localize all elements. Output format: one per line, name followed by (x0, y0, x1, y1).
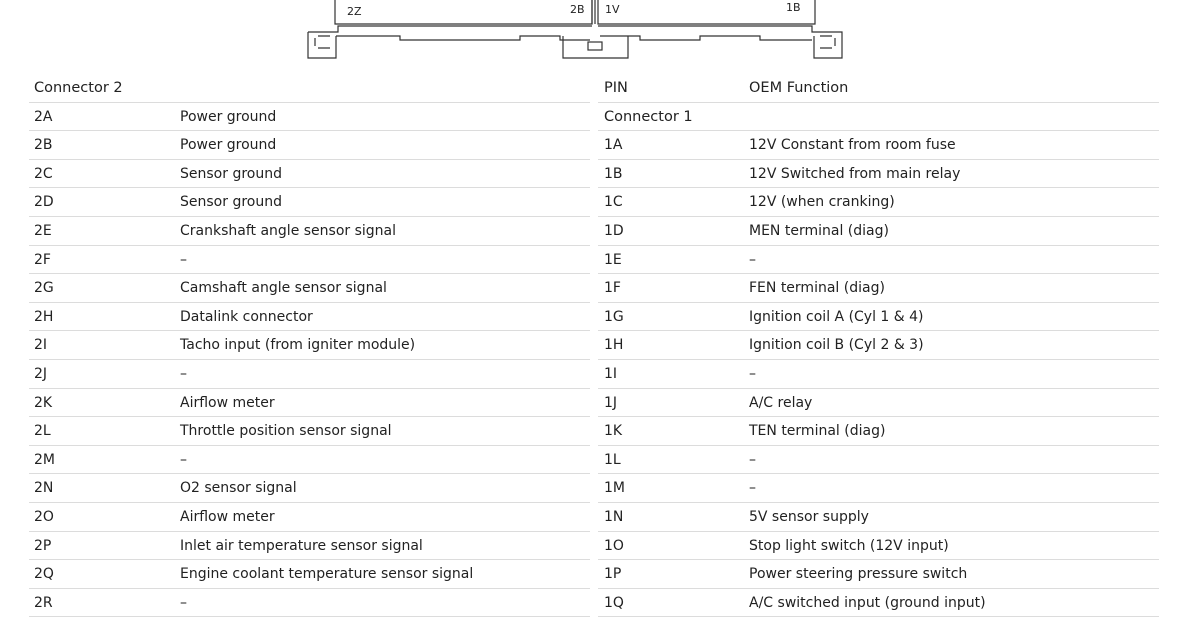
pin-cell: 1G (604, 308, 624, 325)
table-row (598, 474, 1159, 503)
diagram-label-2b: 2B (570, 3, 585, 16)
pin-cell: 1K (604, 423, 623, 440)
table-row (29, 589, 590, 618)
table-row (598, 503, 1159, 532)
function-cell: FEN terminal (diag) (749, 280, 885, 297)
pin-cell: 1N (604, 508, 624, 525)
function-cell: Ignition coil B (Cyl 2 & 3) (749, 337, 924, 354)
function-cell: Airflow meter (180, 508, 275, 525)
pin-cell: 2M (34, 451, 55, 468)
pin-cell: 1C (604, 194, 623, 211)
function-cell: Sensor ground (180, 165, 282, 182)
function-cell: 12V Switched from main relay (749, 165, 961, 182)
function-cell: O2 sensor signal (180, 480, 297, 497)
table-row (29, 160, 590, 189)
table-row (29, 503, 590, 532)
table-row (29, 389, 590, 418)
table-row (29, 532, 590, 561)
function-cell: – (749, 451, 756, 468)
function-cell: MEN terminal (diag) (749, 222, 889, 239)
diagram-label-1b: 1B (786, 1, 801, 14)
connector-2-rows (29, 103, 590, 618)
table-subheader-row (598, 103, 1159, 132)
function-cell: Datalink connector (180, 308, 313, 325)
function-cell: – (749, 480, 756, 497)
table-row (598, 217, 1159, 246)
table-row (29, 360, 590, 389)
pin-cell: 2N (34, 480, 54, 497)
pin-cell: 1M (604, 480, 625, 497)
pin-cell: 1D (604, 222, 624, 239)
table-row (598, 246, 1159, 275)
table-row (29, 417, 590, 446)
function-cell: Sensor ground (180, 194, 282, 211)
table-header-row (598, 74, 1159, 103)
function-cell: – (180, 251, 187, 268)
pin-cell: 2O (34, 508, 54, 525)
pin-cell: 1H (604, 337, 624, 354)
table-row (598, 389, 1159, 418)
function-cell: Engine coolant temperature sensor signal (180, 566, 474, 583)
table-row (29, 217, 590, 246)
table-row (29, 274, 590, 303)
pin-cell: 2J (34, 365, 48, 382)
pin-cell: 1E (604, 251, 622, 268)
diagram-label-2z: 2Z (347, 5, 362, 18)
connector-1-header: Connector 1 (604, 108, 693, 125)
function-cell: A/C relay (749, 394, 813, 411)
pin-cell: 2G (34, 280, 54, 297)
pin-cell: 2R (34, 594, 53, 611)
table-row (598, 532, 1159, 561)
pin-cell: 2A (34, 108, 53, 125)
table-row (598, 331, 1159, 360)
table-row (29, 131, 590, 160)
function-cell: A/C switched input (ground input) (749, 594, 986, 611)
table-row (598, 446, 1159, 475)
function-column-header: OEM Function (749, 80, 849, 96)
connector-2-table (29, 74, 590, 617)
table-row (598, 188, 1159, 217)
pin-cell: 1J (604, 394, 618, 411)
connector-1-rows (598, 131, 1159, 617)
function-cell: 5V sensor supply (749, 508, 869, 525)
pin-cell: 1P (604, 566, 622, 583)
table-row (598, 303, 1159, 332)
pin-cell: 2L (34, 423, 51, 440)
connector-2-header: Connector 2 (34, 80, 123, 96)
table-row (598, 417, 1159, 446)
function-cell: Crankshaft angle sensor signal (180, 222, 397, 239)
function-cell: Power ground (180, 108, 277, 125)
function-cell: Power steering pressure switch (749, 566, 968, 583)
table-row (598, 274, 1159, 303)
pin-cell: 1Q (604, 594, 624, 611)
pin-cell: 1B (604, 165, 623, 182)
table-row (598, 131, 1159, 160)
function-cell: – (180, 451, 187, 468)
pin-cell: 1I (604, 365, 618, 382)
pin-cell: 2D (34, 194, 54, 211)
pin-cell: 2Q (34, 566, 54, 583)
table-row (29, 246, 590, 275)
pin-cell: 2B (34, 137, 53, 154)
pin-column-header: PIN (604, 80, 628, 96)
function-cell: Airflow meter (180, 394, 275, 411)
table-row (29, 303, 590, 332)
function-cell: Power ground (180, 137, 277, 154)
function-cell: Stop light switch (12V input) (749, 537, 949, 554)
pin-cell: 2F (34, 251, 51, 268)
function-cell: Camshaft angle sensor signal (180, 280, 387, 297)
function-cell: – (749, 251, 756, 268)
pin-cell: 1O (604, 537, 624, 554)
pin-cell: 2H (34, 308, 54, 325)
pin-cell: 2P (34, 537, 52, 554)
table-row (29, 446, 590, 475)
pin-cell: 1A (604, 137, 623, 154)
table-row (598, 160, 1159, 189)
connector-diagram (0, 0, 1200, 62)
pin-cell: 2K (34, 394, 53, 411)
table-row (598, 589, 1159, 618)
function-cell: – (180, 594, 187, 611)
pin-cell: 1F (604, 280, 621, 297)
function-cell: Tacho input (from igniter module) (180, 337, 416, 354)
function-cell: Throttle position sensor signal (180, 423, 392, 440)
pin-cell: 1L (604, 451, 621, 468)
table-row (29, 474, 590, 503)
table-header-row (29, 74, 590, 103)
function-cell: TEN terminal (diag) (749, 423, 886, 440)
function-cell: 12V Constant from room fuse (749, 137, 956, 154)
function-cell: Inlet air temperature sensor signal (180, 537, 423, 554)
table-row (29, 103, 590, 132)
diagram-label-1v: 1V (605, 3, 620, 16)
table-row (598, 360, 1159, 389)
pin-cell: 2E (34, 222, 52, 239)
table-row (29, 331, 590, 360)
table-row (29, 188, 590, 217)
pin-cell: 2I (34, 337, 48, 354)
pin-cell: 2C (34, 165, 53, 182)
connector-1-table (598, 74, 1159, 617)
function-cell: 12V (when cranking) (749, 194, 895, 211)
function-cell: Ignition coil A (Cyl 1 & 4) (749, 308, 924, 325)
function-cell: – (180, 365, 187, 382)
table-row (598, 560, 1159, 589)
function-cell: – (749, 365, 756, 382)
table-row (29, 560, 590, 589)
